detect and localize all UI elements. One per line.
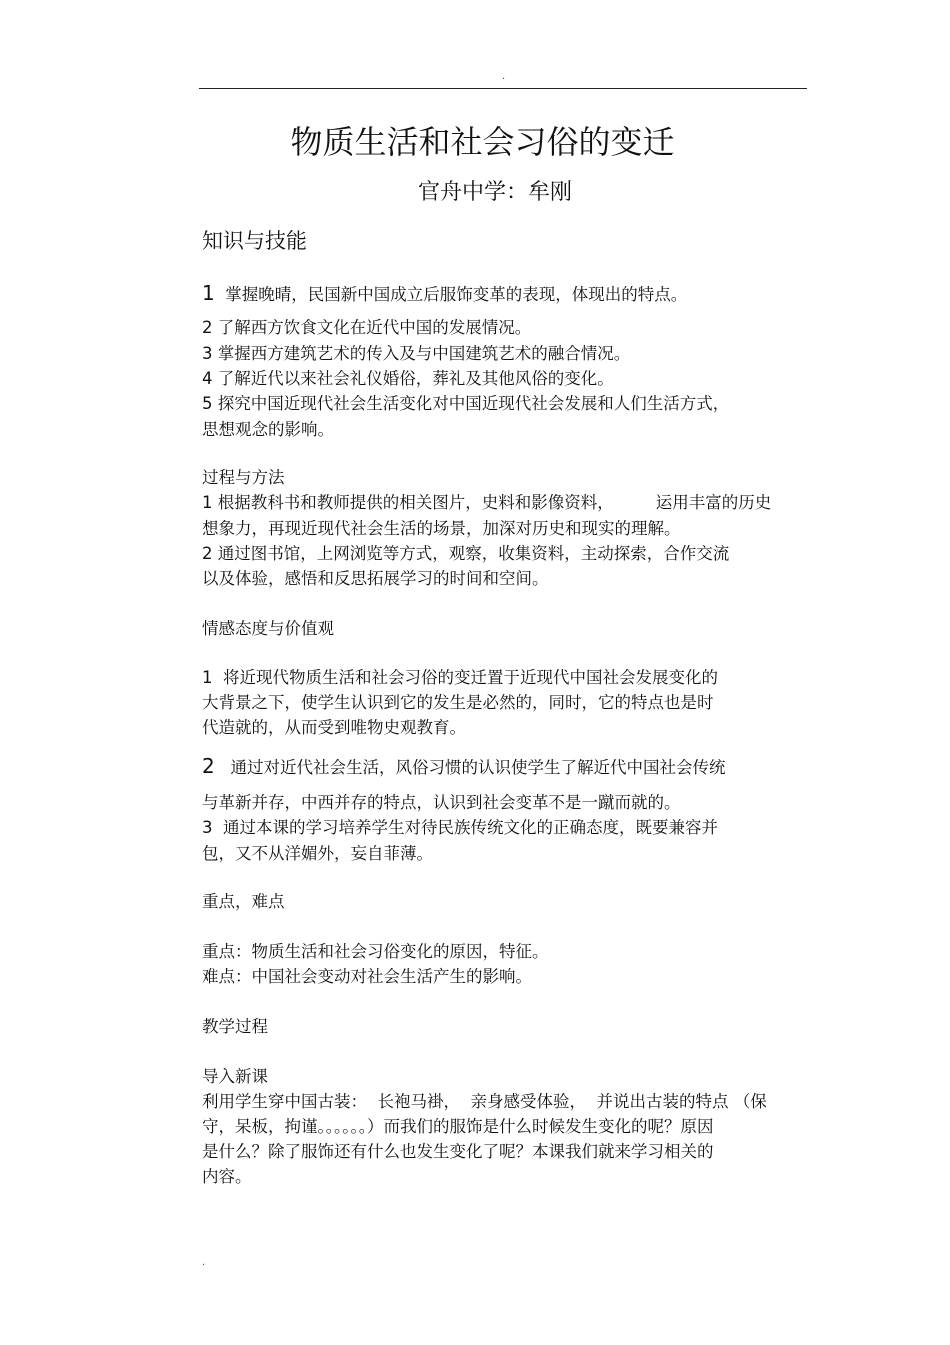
keypoints-line: 重点：物质生活和社会习俗变化的原因，特征。: [202, 942, 549, 961]
knowledge-item-5: 5 探究中国近现代社会生活变化对中国近现代社会发展和人们生活方式，: [202, 394, 730, 413]
knowledge-item-5-cont: 思想观念的影响。: [202, 420, 334, 439]
values-line: 包，又不从洋媚外，妄自菲薄。: [202, 844, 433, 863]
values-line: 大背景之下，使学生认识到它的发生是必然的，同时，它的特点也是时: [202, 693, 714, 712]
teaching-subheading: 导入新课: [202, 1067, 268, 1086]
teaching-line: 内容。: [202, 1167, 252, 1186]
knowledge-item-1: [202, 281, 687, 307]
keypoints-line: 难点：中国社会变动对社会生活产生的影响。: [202, 967, 532, 986]
process-line: 以及体验，感悟和反思拓展学习的时间和空间。: [202, 569, 549, 588]
values-heading: 情感态度与价值观: [202, 619, 334, 638]
knowledge-item-2: 2 了解西方饮食文化在近代中国的发展情况。: [202, 318, 532, 337]
teaching-heading: 教学过程: [202, 1017, 268, 1036]
document-subtitle: 官舟中学：牟刚: [417, 180, 572, 205]
document-title: 物质生活和社会习俗的变迁: [290, 123, 675, 161]
header-rule: [199, 88, 807, 89]
header-dot: .: [502, 71, 506, 82]
values-line: 代造就的，从而受到唯物史观教育。: [202, 718, 466, 737]
teaching-line: 守，呆板，拘谨。。。。。。）而我们的服饰是什么时候发生变化的呢？原因: [202, 1117, 714, 1136]
teaching-line: 利用学生穿中国古装： 长袍马褂， 亲身感受体验， 并说出古装的特点 （保: [202, 1092, 767, 1111]
process-heading: 过程与方法: [202, 468, 285, 487]
footer-dot: .: [202, 1257, 206, 1268]
values-line: 1 将近现代物质生活和社会习俗的变迁置于近现代中国社会发展变化的: [202, 668, 718, 687]
values-item-2-num: 2: [202, 754, 215, 778]
knowledge-item-1-num: 1: [202, 281, 215, 305]
teaching-line: 是什么？除了服饰还有什么也发生变化了呢？本课我们就来学习相关的: [202, 1142, 714, 1161]
knowledge-item-1-text: 掌握晚晴，民国新中国成立后服饰变革的表现，体现出的特点。: [225, 285, 688, 304]
knowledge-heading: 知识与技能: [202, 229, 307, 253]
knowledge-item-4: 4 了解近代以来社会礼仪婚俗，葬礼及其他风俗的变化。: [202, 369, 614, 388]
values-item-2-text: 通过对近代社会生活，风俗习惯的认识使学生了解近代中国社会传统: [230, 758, 726, 777]
values-item-2: [202, 754, 725, 780]
values-line: 与革新并存，中西并存的特点，认识到社会变革不是一蹴而就的。: [202, 793, 681, 812]
process-line: 1 根据教科书和教师提供的相关图片，史料和影像资料， 运用丰富的历史: [202, 493, 772, 512]
knowledge-item-3: 3 掌握西方建筑艺术的传入及与中国建筑艺术的融合情况。: [202, 344, 631, 363]
process-line: 想象力，再现近现代社会生活的场景，加深对历史和现实的理解。: [202, 519, 681, 538]
process-line: 2 通过图书馆，上网浏览等方式，观察，收集资料，主动探索，合作交流: [202, 544, 730, 563]
keypoints-heading: 重点，难点: [202, 892, 285, 911]
values-line: 3 通过本课的学习培养学生对待民族传统文化的正确态度，既要兼容并: [202, 818, 718, 837]
